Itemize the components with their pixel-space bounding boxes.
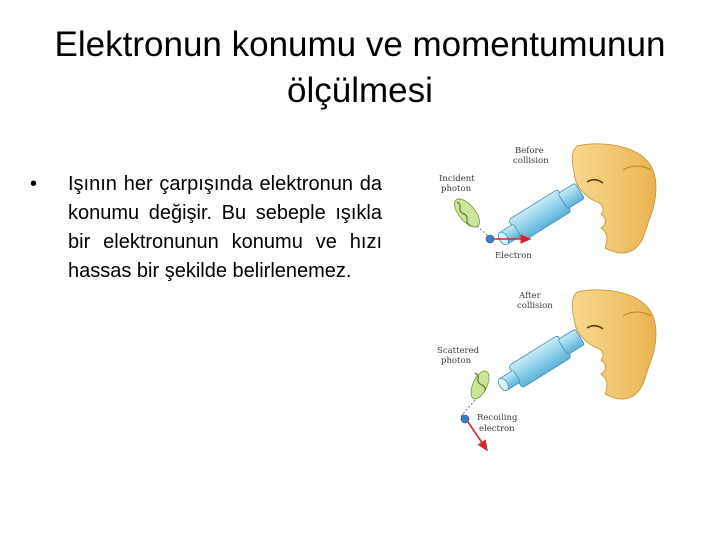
microscope-diagram — [437, 140, 660, 458]
before-label-line-2: collision — [513, 156, 549, 166]
face-top-icon — [572, 144, 656, 253]
bullet-icon: • — [30, 173, 38, 195]
slide-title — [20, 22, 700, 114]
slide-title-line-1: Elektronun konumu ve momentumunun — [54, 25, 666, 64]
scattered-label-line-2: photon — [441, 356, 472, 366]
microscope-illustration — [437, 140, 660, 458]
incident-label-line-2: photon — [441, 184, 472, 194]
before-label-line-1: Before — [515, 146, 544, 156]
incident-photon-icon — [450, 195, 488, 236]
microscope-bottom-icon — [493, 326, 586, 398]
scattered-label-line-1: Scattered — [437, 346, 480, 356]
scattered-photon-icon — [461, 368, 493, 417]
microscope-top-icon — [493, 180, 586, 252]
bullet-list — [30, 170, 382, 286]
recoiling-label-line-1: Recoiling — [477, 413, 518, 423]
after-label-line-1: After — [519, 291, 541, 301]
slide-title-line-2: ölçülmesi — [287, 71, 433, 110]
after-collision-panel — [437, 290, 656, 450]
recoiling-label-line-2: electron — [479, 424, 515, 434]
face-bottom-icon — [572, 290, 656, 399]
incident-label-line-1: Incident — [439, 174, 475, 184]
after-label-line-2: collision — [517, 301, 553, 311]
before-collision-panel — [439, 144, 656, 261]
recoiling-electron-icon — [461, 415, 469, 423]
electron-label: Electron — [495, 251, 532, 261]
bullet-text: Işının her çarpışında elektronun da konumu değişir. Bu sebeple ışıkla bir elektronunun konumu ve hızı hassas bir şekilde belirlenemez. — [68, 173, 382, 282]
electron-top-icon — [486, 235, 494, 243]
